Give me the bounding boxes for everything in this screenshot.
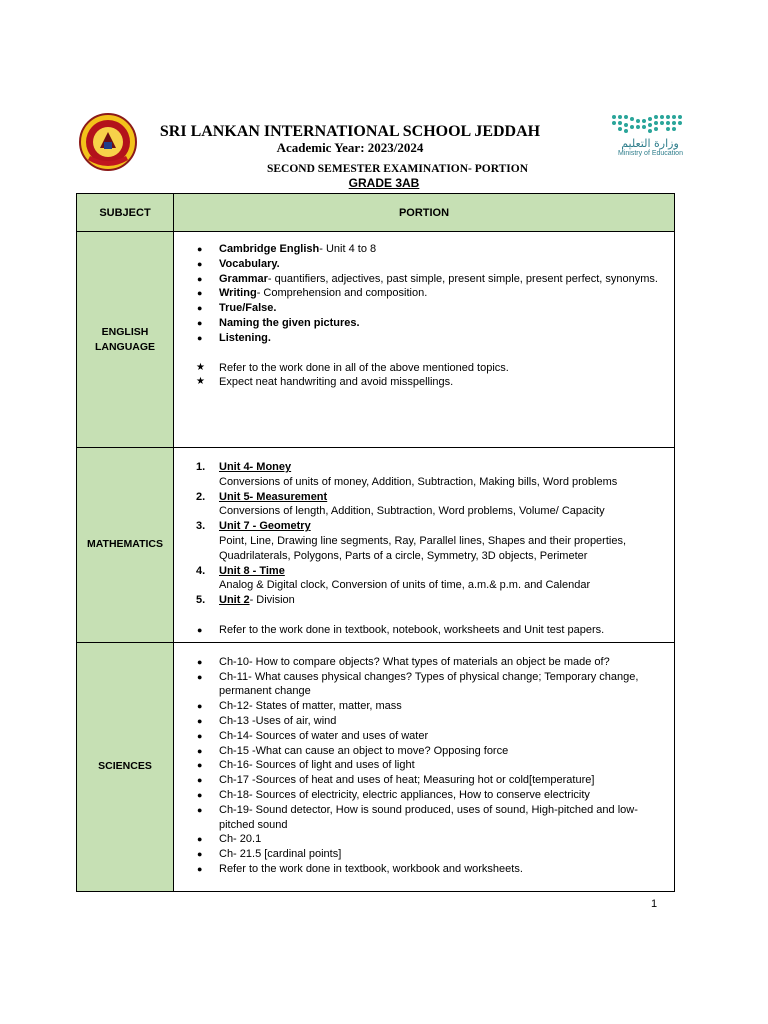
list-item: ● Refer to the work done in textbook, workbook and worksheets. xyxy=(196,862,666,877)
list-item: ● Vocabulary. xyxy=(196,257,666,272)
english-subject-line1: ENGLISH xyxy=(101,325,149,338)
list-item: ● Ch-16- Sources of light and uses of light xyxy=(196,758,666,773)
school-name: SRI LANKAN INTERNATIONAL SCHOOL JEDDAH xyxy=(159,123,541,140)
list-item: ● Cambridge English- Unit 4 to 8 xyxy=(196,242,666,257)
english-subject-cell xyxy=(77,232,174,448)
sciences-portion-cell xyxy=(174,642,675,891)
english-row xyxy=(77,232,675,448)
math-notes-list xyxy=(196,623,666,638)
english-subject-line2: LANGUAGE xyxy=(94,340,156,353)
ministry-arabic-text: وزارة التعليم xyxy=(621,137,679,150)
list-item: ● Ch- 20.1 xyxy=(196,832,666,847)
table-header-row xyxy=(77,194,675,232)
list-item: ● Naming the given pictures. xyxy=(196,316,666,331)
academic-year: Academic Year: 2023/2024 xyxy=(276,140,424,155)
sciences-row xyxy=(77,642,675,891)
list-item: ● Ch- 21.5 [cardinal points] xyxy=(196,847,666,862)
portion-column-header: PORTION xyxy=(174,194,675,232)
list-item: ● Ch-14- Sources of water and uses of water xyxy=(196,729,666,744)
list-item: ● Ch-18- Sources of electricity, electric appliances, How to conserve electricity xyxy=(196,788,666,803)
page-number: 1 xyxy=(651,898,658,910)
english-notes-list xyxy=(196,361,666,391)
list-item: 1. Unit 4- Money Conversions of units of money, Addition, Subtraction, Making bills, Word problems xyxy=(196,461,618,488)
list-item: ● Ch-17 -Sources of heat and uses of heat; Measuring hot or cold[temperature] xyxy=(196,773,666,788)
list-item: ● Ch-19- Sound detector, How is sound produced, uses of sound, High-pitched and low-pitched sound xyxy=(196,803,666,833)
list-item: 4. Unit 8 - Time Analog & Digital clock, Conversion of units of time, a.m.& p.m. and Calendar xyxy=(196,564,591,592)
list-item: ● Ch-15 -What can cause an object to move? Opposing force xyxy=(196,744,666,759)
list-item: ● Grammar- quantifiers, adjectives, past simple, present simple, present perfect, synonyms. xyxy=(196,272,666,287)
list-item: 3. Unit 7 - Geometry Point, Line, Drawing line segments, Ray, Parallel lines, Shapes and their properties, Quadrilaterals, Polygons, Parts of a circle, Symmetry, 3D objects, Perimeter xyxy=(196,520,627,562)
subject-column-header: SUBJECT xyxy=(77,194,174,232)
list-item: ● True/False. xyxy=(196,301,666,316)
list-item: ● Ch-12- States of matter, matter, mass xyxy=(196,699,666,714)
list-item: 2. Unit 5- Measurement Conversions of length, Addition, Subtraction, Word problems, Volume/ Capacity xyxy=(196,490,605,518)
english-portion-cell xyxy=(174,232,675,448)
math-units-list xyxy=(196,460,666,608)
sciences-subject-cell: SCIENCES xyxy=(77,642,174,891)
science-chapters-list xyxy=(196,655,666,877)
portion-table xyxy=(76,193,675,892)
ministry-english-text: Ministry of Education xyxy=(618,150,683,157)
english-topics-list xyxy=(196,242,666,346)
mathematics-portion-cell xyxy=(174,448,675,643)
mathematics-subject-cell: MATHEMATICS xyxy=(77,448,174,643)
list-item: ● Ch-11- What causes physical changes? Types of physical change; Temporary change, permanent change xyxy=(196,670,666,700)
list-item: ● Ch-13 -Uses of air, wind xyxy=(196,714,666,729)
list-item: ● Ch-10- How to compare objects? What types of materials an object be made of? xyxy=(196,655,666,670)
note-item: ★ Expect neat handwriting and avoid misspellings. xyxy=(196,375,666,390)
mathematics-row xyxy=(77,448,675,643)
grade-label: GRADE 3AB xyxy=(348,176,420,190)
note-item: ★ Refer to the work done in all of the above mentioned topics. xyxy=(196,361,666,376)
list-item: ● Writing- Comprehension and composition. xyxy=(196,286,666,301)
exam-title: SECOND SEMESTER EXAMINATION- PORTION xyxy=(266,163,529,175)
list-item: 5. Unit 2- Division xyxy=(196,594,295,607)
note-item: ● Refer to the work done in textbook, notebook, worksheets and Unit test papers. xyxy=(196,623,666,638)
list-item: ● Listening. xyxy=(196,331,666,346)
